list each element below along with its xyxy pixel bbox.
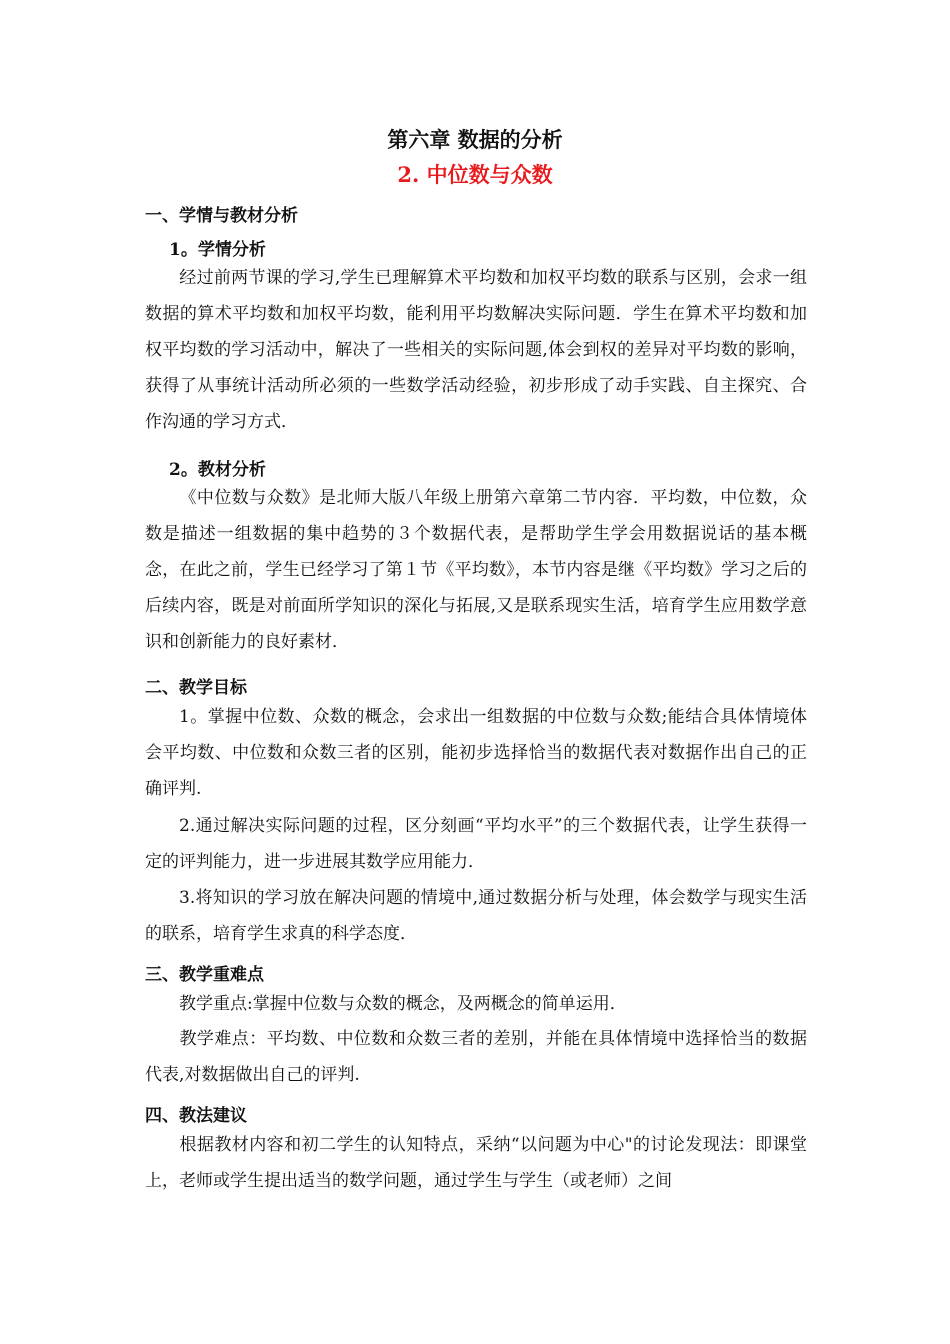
chapter-title: 第六章 数据的分析	[387, 127, 563, 152]
difficult-point: 教学难点：平均数、中位数和众数三者的差别，并能在具体情境中选择恰当的数据代表,对数据做出自己的评判.	[145, 1029, 807, 1085]
paragraph-teaching-method: 根据教材内容和初二学生的认知特点，采纳“以问题为中心"的讨论发现法：即课堂上，老师或学生提出适当的数学问题，通过学生与学生（或老师）之间	[145, 1135, 807, 1191]
paragraph-textbook-analysis: 《中位数与众数》是北师大版八年级上册第六章第二节内容．平均数，中位数，众数是描述一组数据的集中趋势的３个数据代表，是帮助学生学会用数据说话的基本概念，在此之前，学生已经学习了第１节《平均数》，本节内容是继《平均数》学习之后的后续内容，既是对前面所学知识的深化与拓展,又是联系现实生活，培育学生应用数学意识和创新能力的良好素材．	[145, 488, 807, 652]
paragraph-student-analysis: 经过前两节课的学习,学生已理解算术平均数和加权平均数的联系与区别，会求一组数据的算术平均数和加权平均数，能利用平均数解决实际问题．学生在算术平均数和加权平均数的学习活动中，解决了一些相关的实际问题,体会到权的差异对平均数的影响，获得了从事统计活动所必须的一些数学活动经验，初步形成了动手实践、自主探究、合作沟通的学习方式．	[145, 268, 807, 432]
objective-2: 2.通过解决实际问题的过程，区分刻画“平均水平”的三个数据代表，让学生获得一定的评判能力，进一步进展其数学应用能力．	[145, 816, 807, 872]
objective-3: 3.将知识的学习放在解决问题的情境中,通过数据分析与处理，体会数学与现实生活的联系，培育学生求真的科学态度．	[145, 888, 807, 944]
subheading-textbook-analysis: 2。教材分析	[169, 460, 266, 480]
heading-key-points: 三、教学重难点	[145, 965, 264, 985]
heading-objectives: 二、教学目标	[145, 678, 247, 698]
subheading-student-analysis: 1。学情分析	[169, 240, 266, 260]
objective-1: 1。掌握中位数、众数的概念，会求出一组数据的中位数与众数;能结合具体情境体会平均数、中位数和众数三者的区别，能初步选择恰当的数据代表对数据作出自己的正确评判.	[145, 707, 807, 799]
key-point: 教学重点:掌握中位数与众数的概念，及两概念的简单运用．	[179, 994, 627, 1014]
heading-analysis: 一、学情与教材分析	[145, 206, 298, 226]
heading-teaching-method: 四、教法建议	[145, 1106, 247, 1126]
section-title: 2. 中位数与众数	[397, 162, 553, 187]
